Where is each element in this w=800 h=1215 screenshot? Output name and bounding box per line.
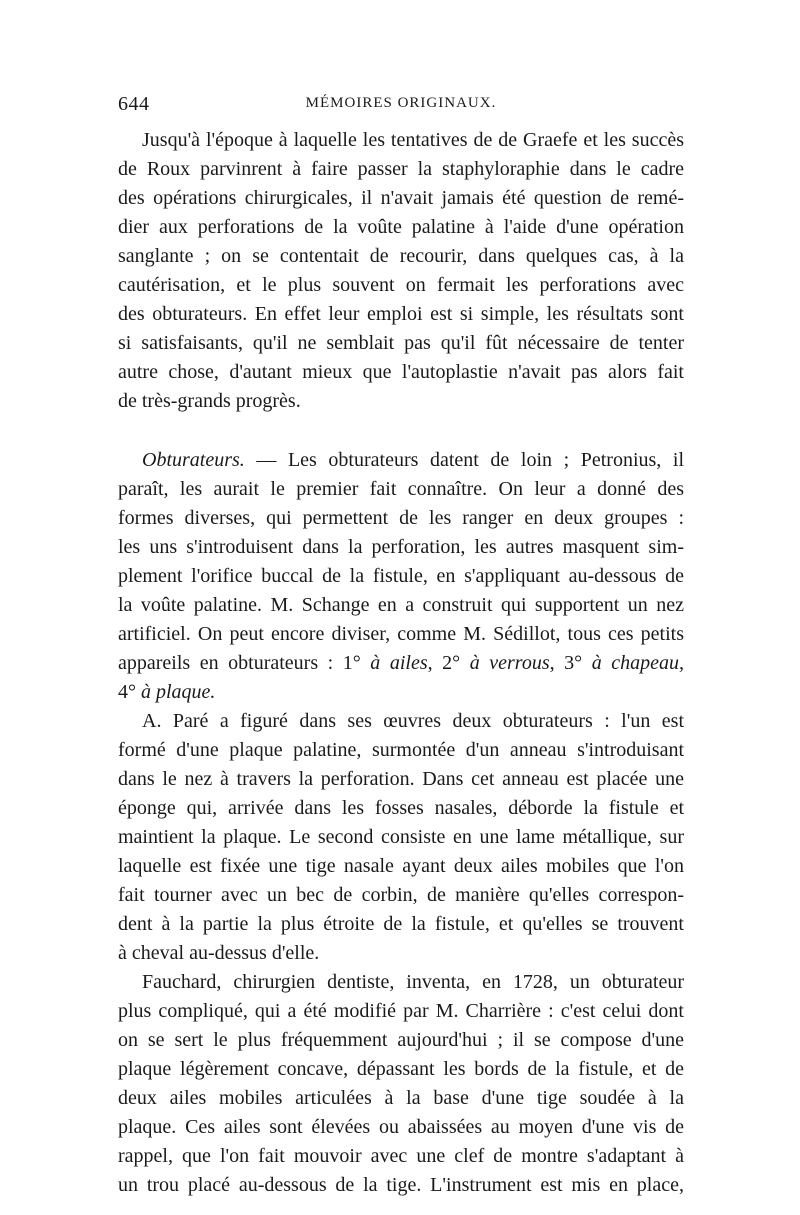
- text-line: maintient la plaque. Le second consiste en une lame métallique, sur: [118, 826, 684, 848]
- text-line: [118, 678, 684, 706]
- text-line: dans le nez à travers la perforation. Dans cet anneau est placée une: [118, 768, 684, 790]
- text-line: cautérisation, et le plus souvent on fermait les perforations avec: [118, 274, 684, 296]
- text-line: paraît, les aurait le premier fait connaître. On leur a donné des: [118, 478, 684, 500]
- text-line: plus compliqué, qui a été modifié par M. Charrière : c'est celui dont: [118, 1000, 684, 1022]
- item-text: à ailes: [370, 652, 428, 674]
- text-line: fait tourner avec un bec de corbin, de manière qu'elles correspon-: [118, 884, 684, 906]
- text-line: A. Paré a figuré dans ses œuvres deux obturateurs : l'un est: [142, 710, 684, 732]
- item-text: à plaque.: [141, 681, 216, 703]
- text-line: de très-grands progrès.: [118, 390, 301, 412]
- text-line: des obturateurs. En effet leur emploi est si simple, les résultats sont: [118, 303, 684, 325]
- text-line: dier aux perforations de la voûte palatine à l'aide d'une opération: [118, 216, 684, 238]
- text-line: Jusqu'à l'époque à laquelle les tentatives de de Graefe et les succès: [142, 129, 684, 151]
- text-line: Fauchard, chirurgien dentiste, inventa, en 1728, un obturateur: [142, 971, 684, 993]
- text-line: si satisfaisants, qu'il ne semblait pas qu'il fût nécessaire de tenter: [118, 332, 684, 354]
- text-line: un trou placé au-dessous de la tige. L'instrument est mis en place,: [118, 1174, 684, 1196]
- text-line: artificiel. On peut encore diviser, comme M. Sédillot, tous ces petits: [118, 623, 684, 645]
- item-text: à chapeau,: [591, 652, 684, 674]
- text-span: , 2°: [427, 652, 470, 674]
- text-line: formé d'une plaque palatine, surmontée d'un anneau s'introduisant: [118, 739, 684, 761]
- running-title: MÉMOIRES ORIGINAUX.: [305, 95, 497, 111]
- text-line: les uns s'introduisent dans la perforation, les autres masquent sim-: [118, 536, 684, 558]
- item-text: à verrous: [469, 652, 550, 674]
- text-line: dent à la partie la plus étroite de la fistule, et qu'elles se trouvent: [118, 913, 684, 935]
- text-line: autre chose, d'autant mieux que l'autoplastie n'avait pas alors fait: [118, 361, 684, 383]
- text-line: sanglante ; on se contentait de recourir, dans quelques cas, à la: [118, 245, 684, 267]
- text-span: 4°: [118, 681, 141, 703]
- text-line: laquelle est fixée une tige nasale ayant deux ailes mobiles que l'on: [118, 855, 684, 877]
- text-line: la voûte palatine. M. Schange en a construit qui supportent un nez: [118, 594, 684, 616]
- text-line: à cheval au-dessus d'elle.: [118, 942, 320, 964]
- text-line: deux ailes mobiles articulées à la base d'une tige soudée à la: [118, 1087, 684, 1109]
- text-line: des opérations chirurgicales, il n'avait jamais été question de remé-: [118, 187, 684, 209]
- text-line: [118, 649, 684, 677]
- text-line: formes diverses, qui permettent de les ranger en deux groupes :: [118, 507, 684, 529]
- section-heading: Obturateurs.: [142, 449, 245, 471]
- text-span: appareils en obturateurs : 1°: [118, 652, 371, 674]
- text-span: , 3°: [549, 652, 592, 674]
- text-line: plaque. Ces ailes sont élevées ou abaissées au moyen d'une vis de: [118, 1116, 684, 1138]
- text-line: plement l'orifice buccal de la fistule, en s'appliquant au-dessous de: [118, 565, 684, 587]
- text-line: rappel, que l'on fait mouvoir avec une clef de montre s'adaptant à: [118, 1145, 684, 1167]
- text-line: [118, 446, 684, 474]
- text-line: éponge qui, arrivée dans les fosses nasales, déborde la fistule et: [118, 797, 684, 819]
- page-header: [118, 93, 684, 119]
- text-span: — Les obturateurs datent de loin ; Petronius, il: [244, 449, 684, 471]
- text-line: plaque légèrement concave, dépassant les bords de la fistule, et de: [118, 1058, 684, 1080]
- text-line: on se sert le plus fréquemment aujourd'hui ; il se compose d'une: [118, 1029, 684, 1051]
- page-number: 644: [118, 93, 150, 115]
- text-line: de Roux parvinrent à faire passer la staphyloraphie dans le cadre: [118, 158, 684, 180]
